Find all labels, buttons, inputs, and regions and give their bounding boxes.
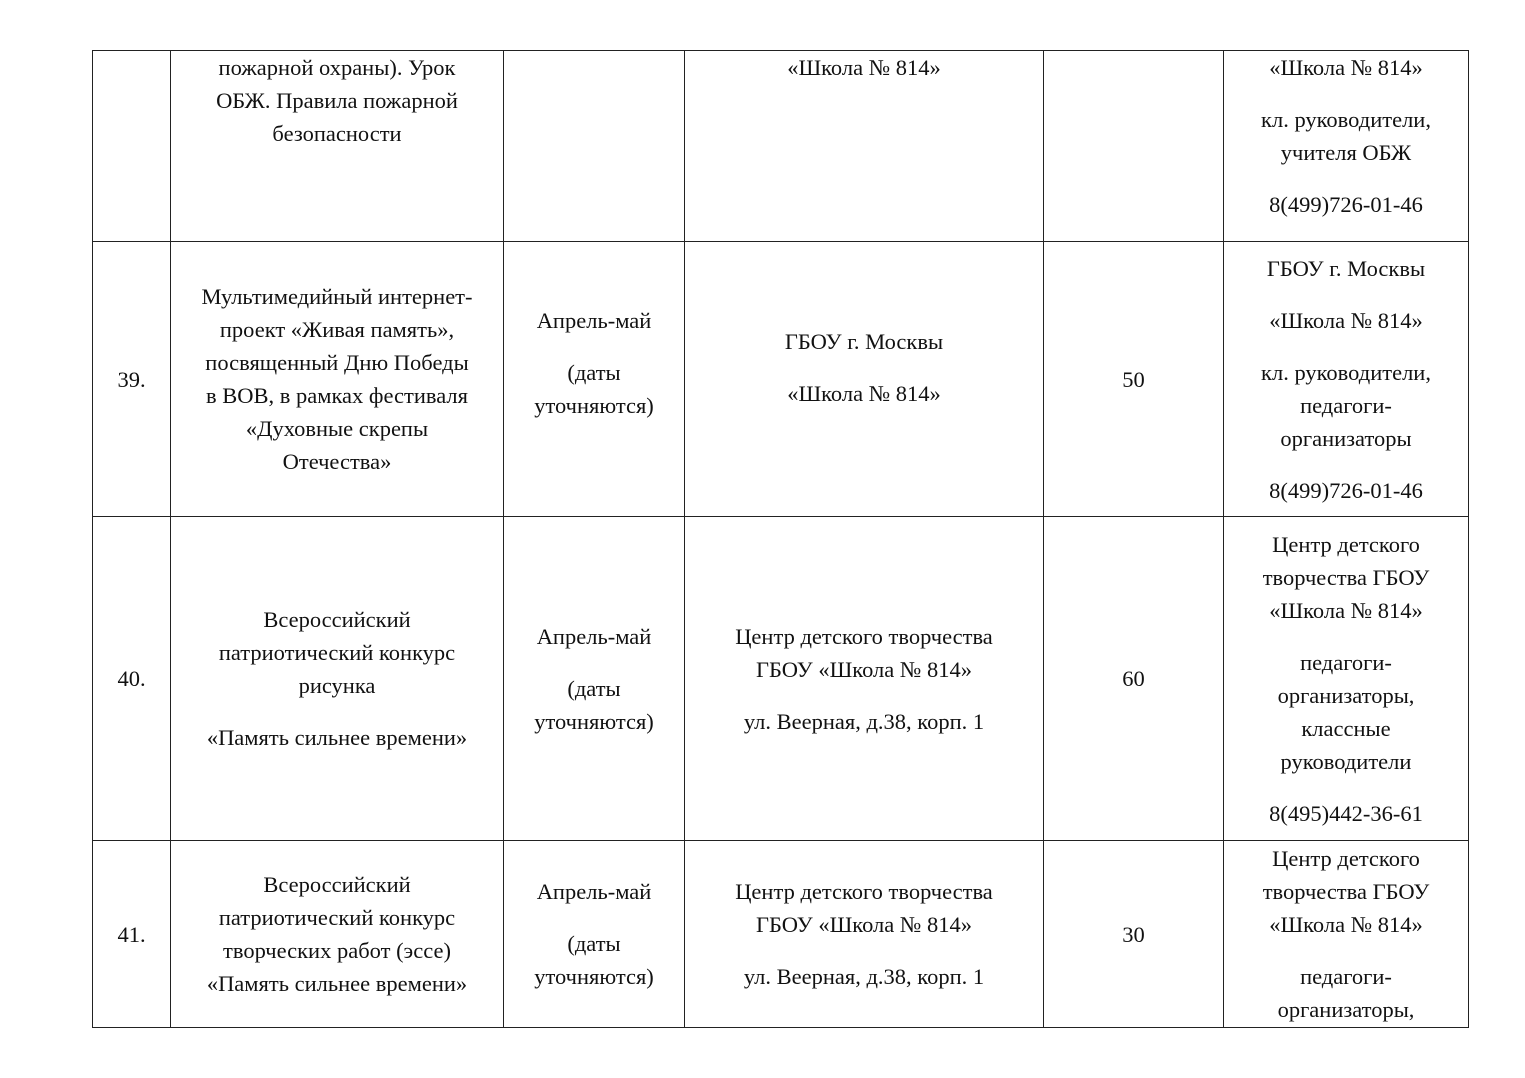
event-line: посвященный Дню Победы: [205, 350, 469, 375]
place-address: ул. Веерная, д.38, корп. 1: [743, 708, 985, 734]
event-line: безопасности: [272, 121, 402, 146]
responsible-line: организаторы: [1280, 425, 1412, 451]
date-cell: [504, 517, 685, 841]
event-line: патриотический конкурс: [218, 905, 456, 930]
event-line: патриотический конкурс: [218, 640, 456, 665]
responsible-cell: [1224, 51, 1469, 242]
date-line: Апрель-май: [536, 879, 652, 904]
participant-count: 60: [1122, 666, 1145, 691]
place-cell: [685, 841, 1044, 1028]
event-line: Отечества»: [282, 449, 392, 474]
responsible-line: педагоги-: [1300, 392, 1392, 418]
place-line: «Школа № 814»: [787, 380, 941, 406]
events-table: [92, 50, 1469, 1028]
date-cell: [504, 242, 685, 517]
date-line: уточняются): [534, 964, 654, 989]
responsible-phone: 8(499)726-01-46: [1269, 477, 1423, 503]
responsible-phone: 8(495)442-36-61: [1269, 800, 1423, 826]
count-cell: [1044, 242, 1224, 517]
event-line: Всероссийский: [263, 872, 411, 897]
responsible-line: ГБОУ г. Москвы: [1266, 255, 1426, 281]
count-cell: [1044, 841, 1224, 1028]
event-line: проект «Живая память»,: [219, 317, 455, 342]
participant-count: 30: [1122, 921, 1145, 947]
place-cell: [685, 51, 1044, 242]
event-line: Всероссийский: [263, 607, 411, 632]
row-number-cell: [93, 242, 171, 517]
place-line: Центр детского творчества: [735, 879, 993, 904]
place-address: ул. Веерная, д.38, корп. 1: [743, 964, 985, 989]
event-cell: [171, 517, 504, 841]
place-cell: [685, 242, 1044, 517]
event-line: рисунка: [298, 673, 376, 698]
place-line: Центр детского творчества: [735, 623, 993, 649]
row-number: 41.: [117, 921, 146, 947]
date-line: уточняются): [534, 393, 654, 418]
event-cell: [171, 242, 504, 517]
event-line: пожарной охраны). Урок: [218, 55, 456, 80]
event-cell: [171, 51, 504, 242]
date-line: (даты: [567, 931, 621, 956]
responsible-line: «Школа № 814»: [1269, 55, 1423, 80]
table-row: [93, 51, 1469, 242]
date-cell: [504, 51, 685, 242]
table-row: [93, 841, 1469, 1028]
count-cell: [1044, 517, 1224, 841]
responsible-line: «Школа № 814»: [1269, 912, 1423, 937]
count-cell: [1044, 51, 1224, 242]
responsible-line: руководители: [1280, 748, 1412, 774]
place-line: ГБОУ «Школа № 814»: [756, 912, 972, 937]
row-number: 39.: [117, 366, 146, 392]
responsible-line: педагоги-: [1300, 649, 1392, 675]
responsible-line: кл. руководители,: [1261, 107, 1431, 132]
date-line: (даты: [567, 360, 621, 385]
responsible-line: организаторы,: [1277, 682, 1415, 708]
event-cell: [171, 841, 504, 1028]
row-number: 40.: [117, 666, 146, 691]
row-number-cell: [93, 51, 171, 242]
responsible-line: творчества ГБОУ: [1262, 564, 1430, 590]
row-number-cell: [93, 517, 171, 841]
date-line: уточняются): [534, 708, 654, 734]
event-line: в ВОВ, в рамках фестиваля: [205, 383, 468, 408]
responsible-line: организаторы,: [1277, 997, 1415, 1022]
place-line: ГБОУ «Школа № 814»: [756, 656, 972, 682]
responsible-phone: 8(499)726-01-46: [1269, 192, 1423, 217]
responsible-line: учителя ОБЖ: [1280, 140, 1412, 165]
place-line: ГБОУ г. Москвы: [784, 328, 944, 354]
responsible-line: «Школа № 814»: [1269, 307, 1423, 333]
date-cell: [504, 841, 685, 1028]
table-row: [93, 517, 1469, 841]
event-line: «Духовные скрепы: [245, 416, 429, 441]
date-line: (даты: [567, 675, 621, 701]
place-cell: [685, 517, 1044, 841]
date-line: Апрель-май: [536, 623, 652, 649]
responsible-line: «Школа № 814»: [1269, 597, 1423, 623]
responsible-line: кл. руководители,: [1261, 359, 1431, 385]
responsible-cell: [1224, 841, 1469, 1028]
responsible-line: творчества ГБОУ: [1262, 879, 1430, 904]
responsible-line: Центр детского: [1272, 531, 1420, 557]
responsible-cell: [1224, 242, 1469, 517]
event-line: творческих работ (эссе): [223, 938, 451, 963]
event-line: Мультимедийный интернет-: [201, 284, 473, 309]
responsible-line: Центр детского: [1272, 846, 1420, 871]
date-line: Апрель-май: [536, 308, 652, 333]
event-line: ОБЖ. Правила пожарной: [216, 88, 458, 113]
participant-count: 50: [1122, 366, 1145, 392]
place-line: «Школа № 814»: [787, 55, 941, 80]
responsible-cell: [1224, 517, 1469, 841]
responsible-line: классные: [1301, 715, 1391, 741]
responsible-line: педагоги-: [1300, 964, 1392, 989]
table-row: [93, 242, 1469, 517]
event-line: «Память сильнее времени»: [206, 971, 468, 996]
event-line: «Память сильнее времени»: [206, 725, 468, 750]
row-number-cell: [93, 841, 171, 1028]
